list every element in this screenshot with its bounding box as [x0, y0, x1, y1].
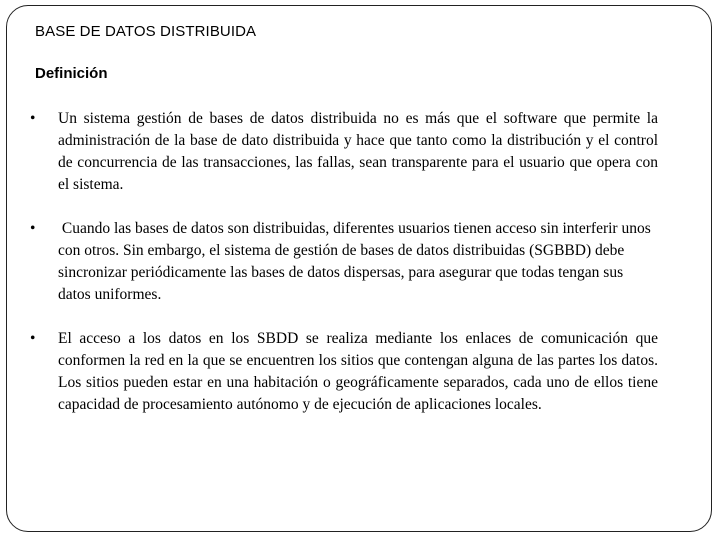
bullet-item-2 — [30, 218, 658, 306]
bullet-marker: • — [30, 110, 36, 127]
slide-title: BASE DE DATOS DISTRIBUIDA — [35, 23, 257, 40]
bullet-text-1: Un sistema gestión de bases de datos distribuida no es más que el software que permite la administración de la base de dato distribuida y hace que tanto como la distribución y el control de concurrencia de las transacciones, las fallas, sean transparente para el usuario que opera con el sistema. — [58, 110, 658, 193]
bullet-text-2: Cuando las bases de datos son distribuidas, diferentes usuarios tienen acceso sin interferir unos con otros. Sin embargo, el sistema de gestión de bases de datos distribuidas (SGBBD) debe sincronizar periódicamente las bases de datos dispersas, para asegurar que todas tengan sus datos uniformes. — [58, 220, 655, 303]
bullet-text-3: El acceso a los datos en los SBDD se realiza mediante los enlaces de comunicación que conformen la red en la que se encuentren los sitios que contengan alguna de las partes los datos. Los sitios pueden estar en una habitación o geográficamente separados, cada uno de ellos tiene capacidad de procesamiento autónomo y de ejecución de aplicaciones locales. — [58, 330, 658, 413]
bullet-marker: • — [30, 220, 36, 237]
bullet-marker: • — [30, 330, 36, 347]
bullet-list — [30, 108, 658, 416]
bullet-item-3 — [30, 328, 658, 416]
section-heading-definicion: Definición — [35, 65, 108, 82]
bullet-item-1 — [30, 108, 658, 196]
